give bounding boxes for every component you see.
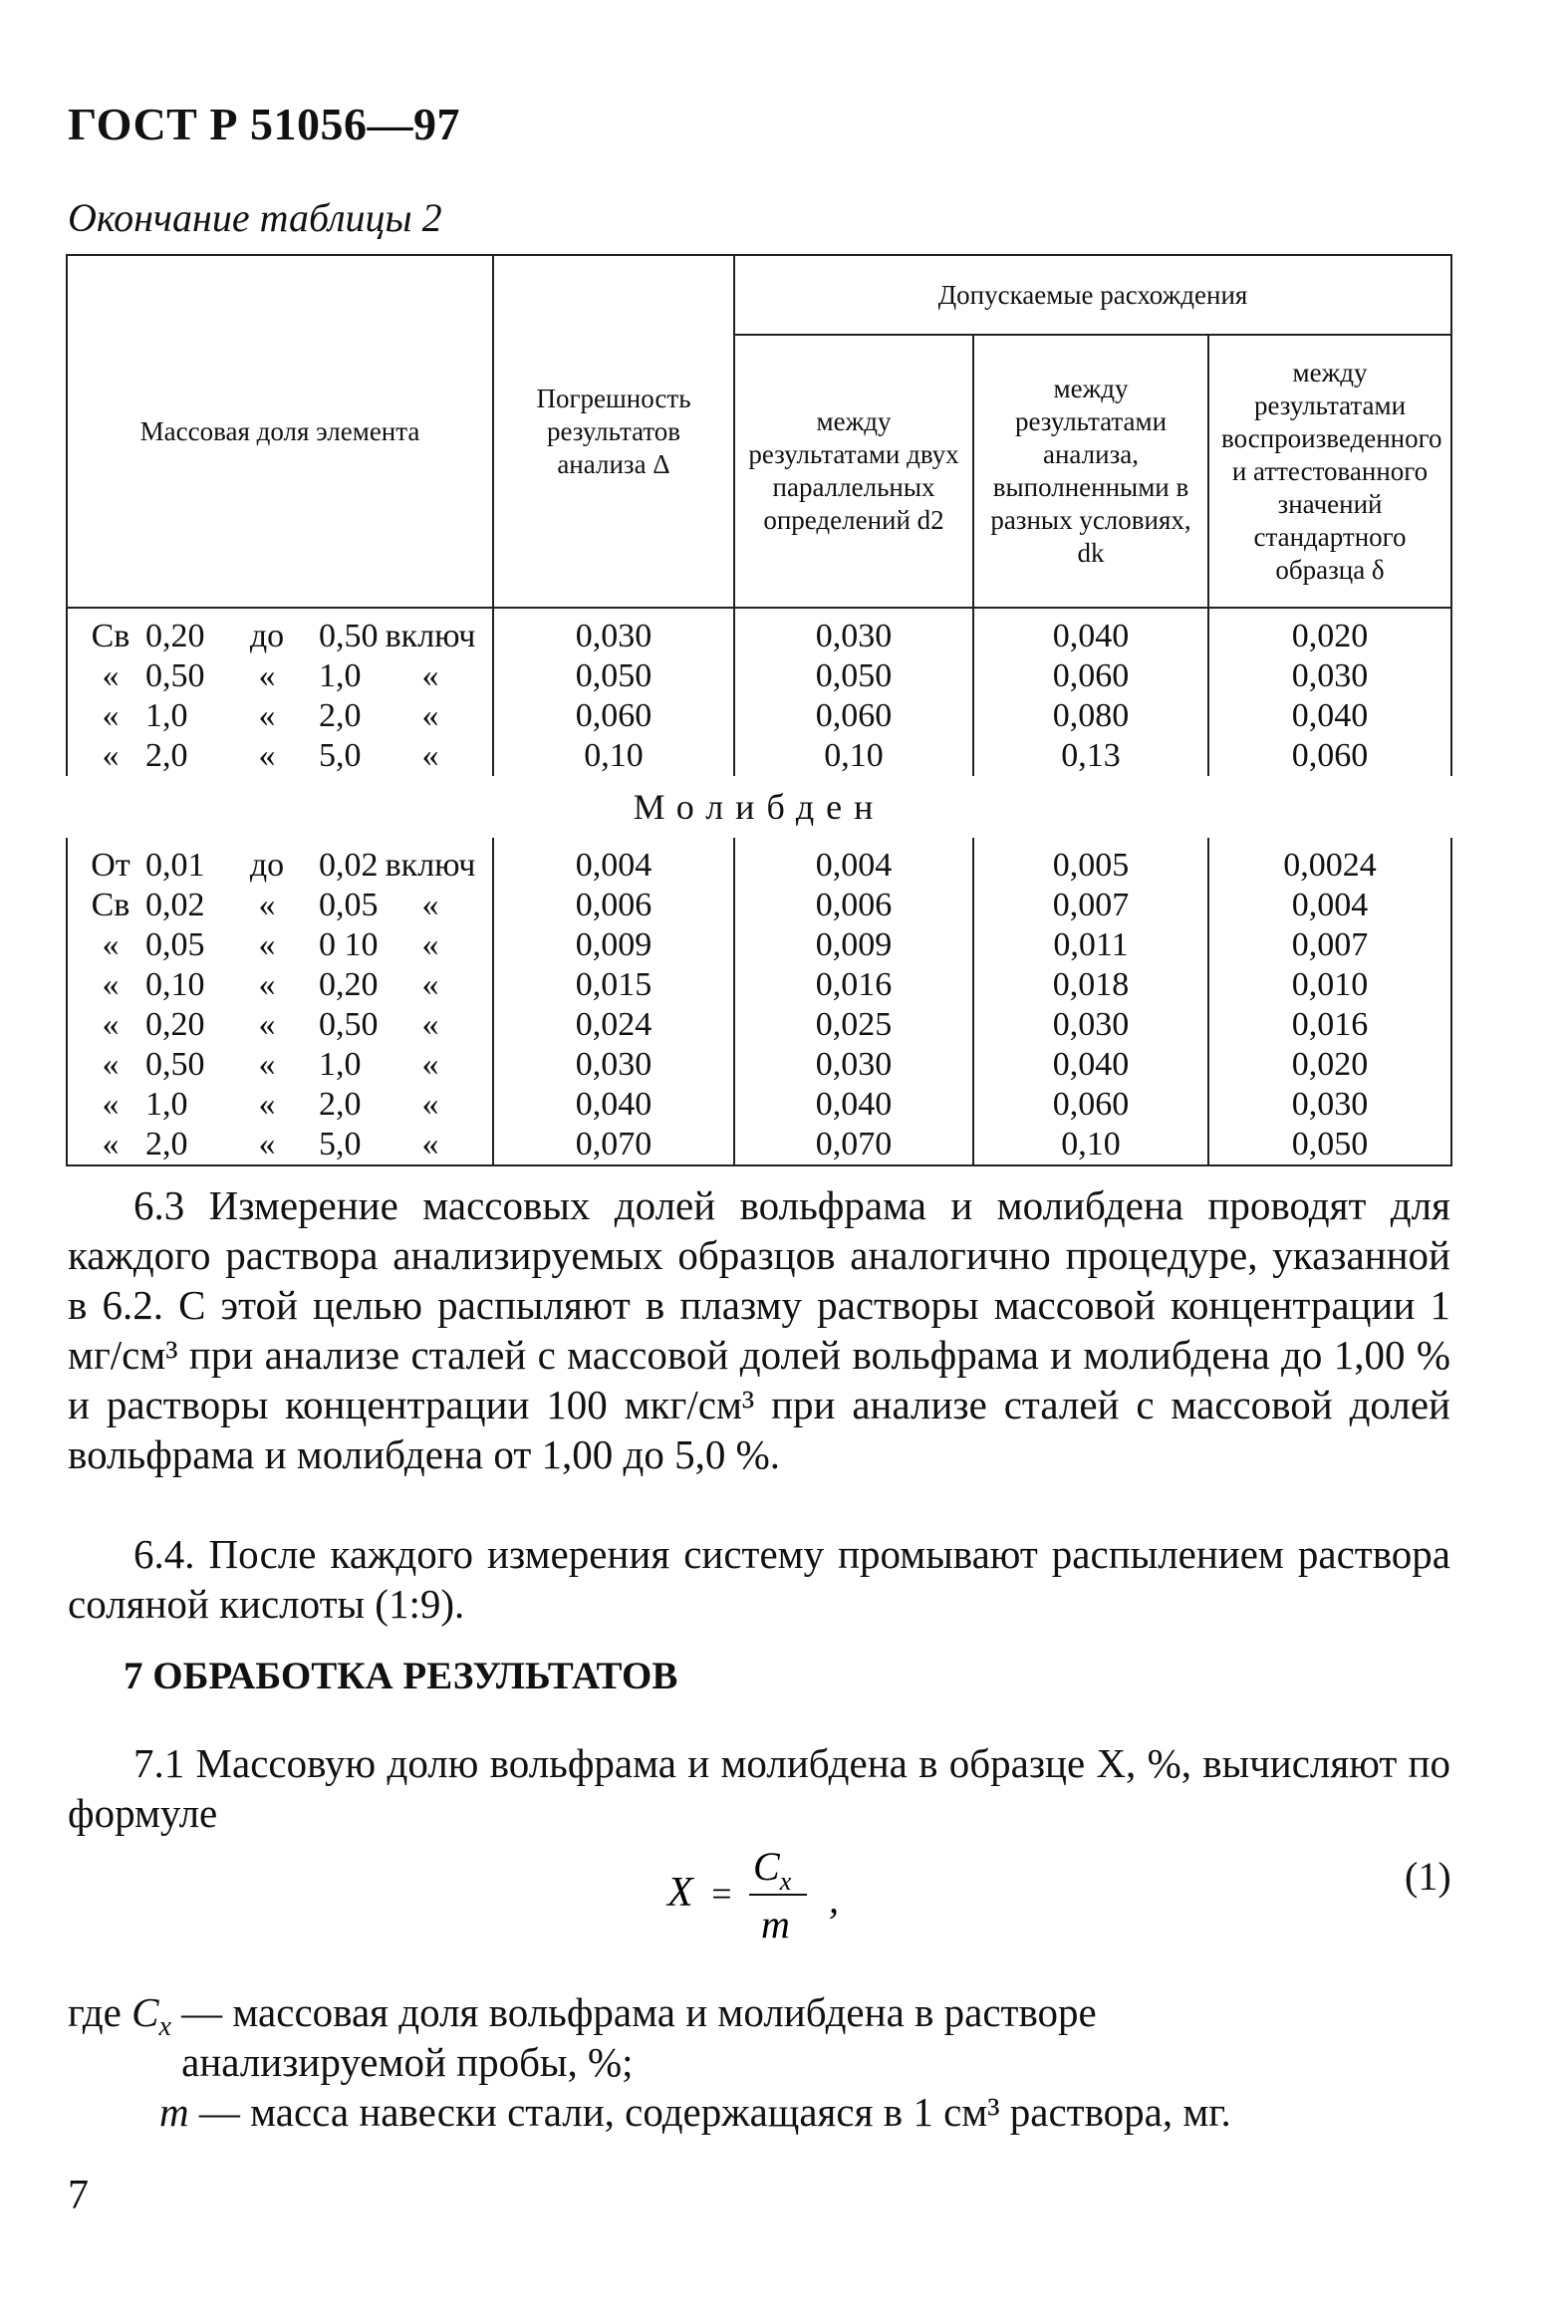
cell-mass-fraction: « 2,0 « 5,0 « (67, 1125, 493, 1165)
table-caption: Окончание таблицы 2 (68, 195, 442, 240)
cell-dk: 0,030 (973, 1005, 1208, 1045)
table-row (67, 965, 1451, 1005)
cell-delta: 0,030 (1208, 1085, 1451, 1125)
cell-dk: 0,060 (973, 656, 1208, 696)
formula-tail: , (829, 1877, 839, 1922)
cell-dk: 0,018 (973, 965, 1208, 1005)
table-row (67, 1045, 1451, 1085)
symbol-cx: $C_x$ (131, 1989, 171, 2043)
cell-dk: 0,080 (973, 696, 1208, 736)
cell-mass-fraction: « 0,50 « 1,0 « (67, 656, 493, 696)
formula-number: (1) (1405, 1854, 1451, 1899)
formula-svg (657, 1838, 897, 1947)
cell-error: 0,024 (493, 1005, 734, 1045)
cell-error: 0,004 (493, 838, 734, 886)
section-7-title: 7 ОБРАБОТКА РЕЗУЛЬТАТОВ (124, 1655, 678, 1697)
cell-mass-fraction: « 2,0 « 5,0 « (67, 736, 493, 776)
section-label-molybdenum: Молибден (633, 787, 886, 827)
cell-d2: 0,050 (734, 656, 973, 696)
cell-dk: 0,040 (973, 1045, 1208, 1085)
cell-d2: 0,060 (734, 696, 973, 736)
cell-dk: 0,10 (973, 1125, 1208, 1165)
cell-error: 0,030 (493, 608, 734, 656)
cell-d2: 0,009 (734, 925, 973, 965)
cell-error: 0,006 (493, 886, 734, 925)
cell-d2: 0,040 (734, 1085, 973, 1125)
formula-lhs: X (667, 1870, 693, 1916)
table-row (67, 1005, 1451, 1045)
table-row (67, 886, 1451, 925)
paragraph-6-4: 6.4. После каждого измерения систему промывают распылением раствора соляной кислоты (1:9). (68, 1531, 1450, 1627)
cell-mass-fraction: « 0,20 « 0,50 « (67, 1005, 493, 1045)
cell-dk: 0,011 (973, 925, 1208, 965)
cell-mass-fraction: От 0,01 до 0,02 включ (67, 838, 493, 886)
cell-d2: 0,004 (734, 838, 973, 886)
cell-delta: 0,010 (1208, 965, 1451, 1005)
cell-delta: 0,050 (1208, 1125, 1451, 1165)
cell-delta: 0,016 (1208, 1005, 1451, 1045)
cell-error: 0,070 (493, 1125, 734, 1165)
molybdenum-rows (67, 838, 1451, 1165)
cell-delta: 0,060 (1208, 736, 1451, 776)
cell-delta: 0,007 (1208, 925, 1451, 965)
where-cx: где $C_x$ — массовая доля вольфрама и молибдена в растворе анализируемой пробы, %; (68, 1989, 1097, 2085)
header-error: Погрешность результатов анализа Δ (493, 255, 734, 608)
cell-delta: 0,004 (1208, 886, 1451, 925)
formula-denominator: m (761, 1902, 790, 1946)
cell-d2: 0,006 (734, 886, 973, 925)
cell-error: 0,050 (493, 656, 734, 696)
table-row (67, 1085, 1451, 1125)
cell-delta: 0,030 (1208, 656, 1451, 696)
cell-dk: 0,005 (973, 838, 1208, 886)
allowable-deviations-table (66, 254, 1452, 1166)
table-row (67, 838, 1451, 886)
table-row (67, 656, 1451, 696)
header-delta: между результатами воспроизведенного и аттестованного значений стандартного образца δ (1208, 335, 1451, 608)
cell-d2: 0,016 (734, 965, 973, 1005)
cell-mass-fraction: « 1,0 « 2,0 « (67, 696, 493, 736)
cell-d2: 0,070 (734, 1125, 973, 1165)
cell-mass-fraction: « 0,05 « 0 10 « (67, 925, 493, 965)
cell-d2: 0,030 (734, 608, 973, 656)
paragraph-7-1: 7.1 Массовую долю вольфрама и молибдена в образце X, %, вычисляют по формуле (68, 1740, 1450, 1836)
cell-d2: 0,10 (734, 736, 973, 776)
formula-eq: = (709, 1874, 734, 1914)
document-header: ГОСТ Р 51056—97 (68, 99, 460, 149)
formula (657, 1838, 897, 1947)
cell-mass-fraction: « 0,50 « 1,0 « (67, 1045, 493, 1085)
table-row (67, 696, 1451, 736)
cell-dk: 0,040 (973, 608, 1208, 656)
symbol-m: m (159, 2089, 189, 2135)
cell-dk: 0,060 (973, 1085, 1208, 1125)
cell-error: 0,015 (493, 965, 734, 1005)
cell-delta: 0,020 (1208, 608, 1451, 656)
cell-mass-fraction: « 1,0 « 2,0 « (67, 1085, 493, 1125)
cell-error: 0,060 (493, 696, 734, 736)
formula-numerator: $C_x$ (753, 1844, 792, 1896)
cell-d2: 0,025 (734, 1005, 973, 1045)
table-row (67, 1125, 1451, 1165)
header-dk: между результатами анализа, выполненными в разных условиях, dk (973, 335, 1208, 608)
page-number: 7 (68, 2173, 89, 2218)
cell-dk: 0,007 (973, 886, 1208, 925)
table-row (67, 925, 1451, 965)
header-allowable-deviations: Допускаемые расхождения (734, 255, 1451, 335)
cell-dk: 0,13 (973, 736, 1208, 776)
header-mass-fraction: Массовая доля элемента (67, 255, 493, 608)
cell-error: 0,009 (493, 925, 734, 965)
cell-delta: 0,040 (1208, 696, 1451, 736)
where-m: m — масса навески стали, содержащаяся в 1 см³ раствора, мг. (159, 2089, 1231, 2135)
paragraph-6-3: 6.3 Измерение массовых долей вольфрама и молибдена проводят для каждого раствора анализируемых образцов аналогично процедуре, указанной в 6.2. С этой целью распыляют в плазму растворы массовой концентрации 1 мг/см³ при анализе сталей с массовой долей вольфрама и молибдена до 1,00 % и растворы концентрации 100 мкг/см³ при анализе сталей с массовой долей вольфрама и молибдена от 1,00 до 5,0 %. (68, 1182, 1450, 1477)
table-row (67, 736, 1451, 776)
tungsten-rows (67, 608, 1451, 776)
cell-d2: 0,030 (734, 1045, 973, 1085)
cell-delta: 0,0024 (1208, 838, 1451, 886)
header-d2: между результатами двух параллельных определений d2 (734, 335, 973, 608)
cell-delta: 0,020 (1208, 1045, 1451, 1085)
cell-mass-fraction: Св 0,02 « 0,05 « (67, 886, 493, 925)
cell-error: 0,030 (493, 1045, 734, 1085)
cell-error: 0,040 (493, 1085, 734, 1125)
cell-error: 0,10 (493, 736, 734, 776)
cell-mass-fraction: Св 0,20 до 0,50 включ (67, 608, 493, 656)
cell-mass-fraction: « 0,10 « 0,20 « (67, 965, 493, 1005)
table-row (67, 608, 1451, 656)
